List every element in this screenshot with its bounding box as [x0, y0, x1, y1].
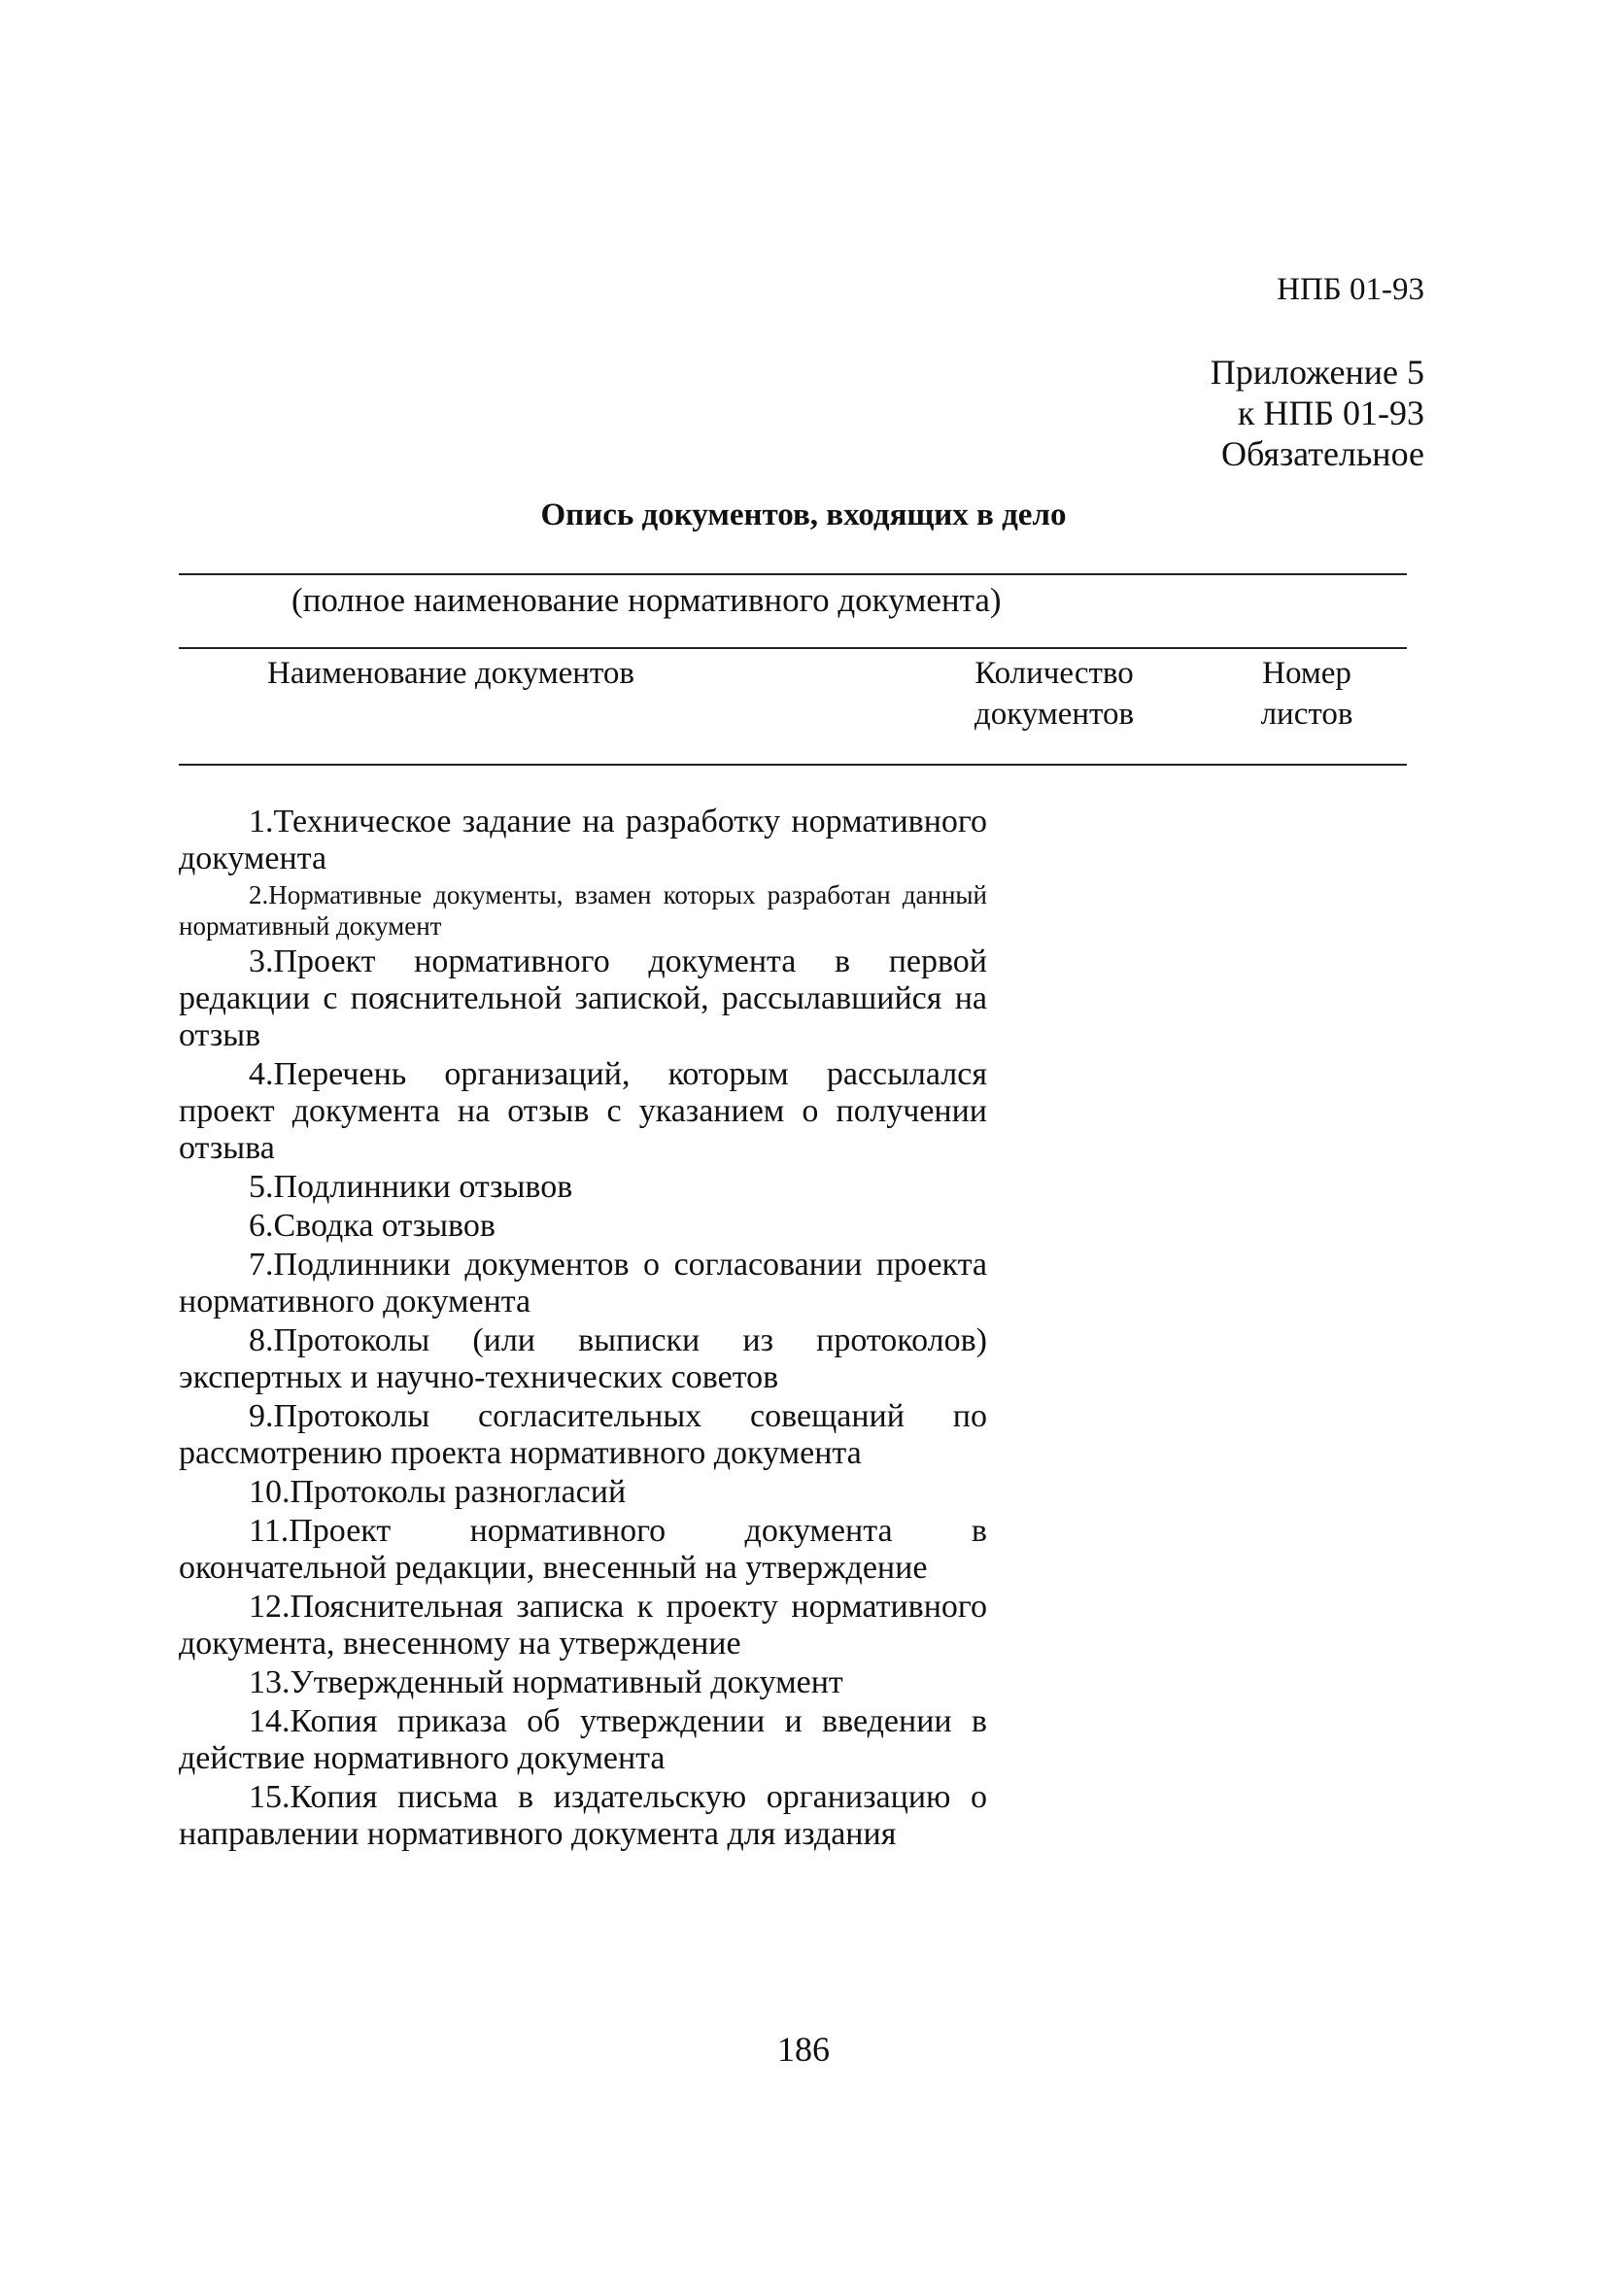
- document-number: НПБ 01-93: [1277, 272, 1424, 307]
- list-item: 9.Протоколы согласительных совещаний по рассмотрению проекта нормативного документа: [179, 1398, 987, 1471]
- divider: [179, 764, 1407, 766]
- list-item: 2.Нормативные документы, взамен которых разработан данный нормативный документ: [179, 880, 987, 941]
- list-item: 1.Техническое задание на разработку нормативного документа: [179, 804, 987, 876]
- column-header-count-line: документов: [974, 697, 1135, 732]
- list-item: 15.Копия письма в издательскую организацию о направлении нормативного документа для издания: [179, 1779, 987, 1852]
- appendix-line: Обязательное: [1220, 434, 1424, 473]
- list-item: 8.Протоколы (или выписки из протоколов) экспертных и научно-технических советов: [179, 1322, 987, 1395]
- list-item: 3.Проект нормативного документа в первой редакции с пояснительной запиской, рассылавшийся на отзыв: [179, 943, 987, 1053]
- appendix-line: к НПБ 01-93: [1237, 394, 1424, 432]
- column-header-sheets-line: Номер: [1262, 656, 1351, 691]
- list-item: 12.Пояснительная записка к проекту нормативного документа, внесенному на утверждение: [179, 1589, 987, 1662]
- list-item: 11.Проект нормативного документа в окончательной редакции, внесенный на утверждение: [179, 1513, 987, 1586]
- list-item: 10.Протоколы разногласий: [249, 1474, 627, 1510]
- appendix-line: Приложение 5: [1210, 353, 1424, 392]
- appendix-block: [1211, 352, 1424, 474]
- column-header-count: [933, 653, 1176, 735]
- subtitle: (полное наименование нормативного документа): [291, 581, 1002, 619]
- list-item: 4.Перечень организаций, которым рассылался проект документа на отзыв с указанием о получении отзыва: [179, 1056, 987, 1166]
- column-header-sheets: [1205, 653, 1409, 735]
- list-item: 14.Копия приказа об утверждении и введении в действие нормативного документа: [179, 1703, 987, 1776]
- list-item: 6.Сводка отзывов: [249, 1208, 496, 1244]
- page-number: 186: [777, 2030, 830, 2069]
- list-item: 5.Подлинники отзывов: [249, 1169, 573, 1205]
- document-list: [179, 804, 987, 1855]
- divider: [179, 573, 1407, 575]
- column-header-sheets-line: листов: [1260, 697, 1353, 732]
- divider: [179, 647, 1407, 649]
- list-item: 13.Утвержденный нормативный документ: [249, 1664, 843, 1700]
- column-header-count-line: Количество: [974, 656, 1134, 691]
- page-title: Опись документов, входящих в дело: [540, 497, 1067, 532]
- list-item: 7.Подлинники документов о согласовании проекта нормативного документа: [179, 1247, 987, 1319]
- column-header-name: Наименование документов: [266, 656, 635, 691]
